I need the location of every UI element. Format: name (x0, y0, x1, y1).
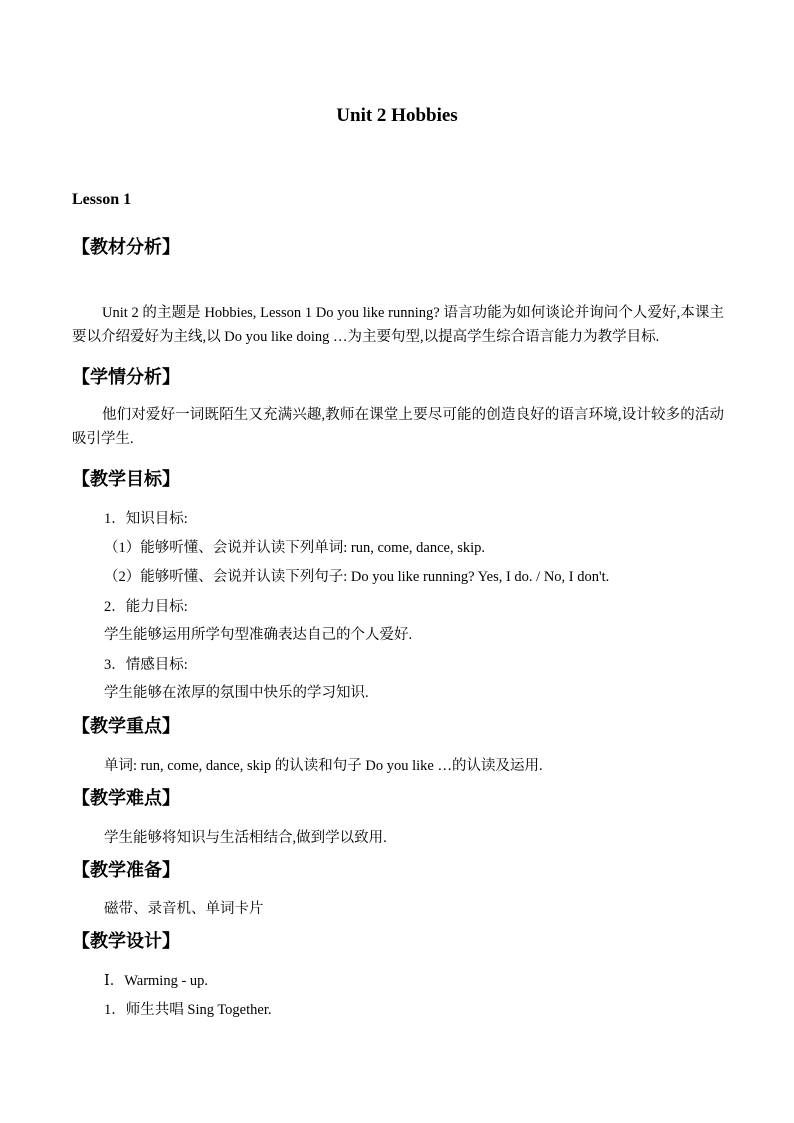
heading-key-points: 【教学重点】 (72, 716, 180, 736)
design-line: Ⅰ．Warming - up. (104, 973, 209, 989)
paragraph-key-points: 单词: run, come, dance, skip 的认读和句子 Do you like …的认读及运用. (104, 758, 543, 774)
objective-line: 3．情感目标: (104, 657, 188, 673)
heading-teaching-design: 【教学设计】 (72, 931, 180, 951)
document-title: Unit 2 Hobbies (336, 105, 458, 126)
objective-line: （2）能够听懂、会说并认读下列句子: Do you like running? Yes, I do. / No, I don't. (104, 569, 610, 585)
objective-line: 学生能够运用所学句型准确表达自己的个人爱好. (104, 627, 413, 643)
heading-difficulties: 【教学难点】 (72, 788, 180, 808)
objective-line: 1．知识目标: (104, 511, 188, 527)
paragraph-materials-analysis: Unit 2 的主题是 Hobbies, Lesson 1 Do you like running? 语言功能为如何谈论并询问个人爱好,本课主要以介绍爱好为主线,以 Do you like doing …为主要句型,以提高学生综合语言能力为教学目标. (72, 305, 724, 345)
heading-materials-analysis: 【教材分析】 (72, 237, 180, 257)
heading-preparation: 【教学准备】 (72, 860, 180, 880)
objective-line: 2．能力目标: (104, 599, 188, 615)
heading-teaching-objectives: 【教学目标】 (72, 469, 180, 489)
paragraph-learner-analysis: 他们对爱好一词既陌生又充满兴趣,教师在课堂上要尽可能的创造良好的语言环境,设计较多的活动吸引学生. (72, 407, 724, 447)
design-line: 1．师生共唱 Sing Together. (104, 1002, 272, 1018)
paragraph-preparation: 磁带、录音机、单词卡片 (104, 901, 264, 917)
paragraph-difficulties: 学生能够将知识与生活相结合,做到学以致用. (104, 830, 387, 846)
lesson-label: Lesson 1 (72, 191, 132, 208)
heading-learner-analysis: 【学情分析】 (72, 367, 180, 387)
objective-line: （1）能够听懂、会说并认读下列单词: run, come, dance, skip. (104, 540, 485, 556)
objective-line: 学生能够在浓厚的氛围中快乐的学习知识. (104, 685, 369, 701)
